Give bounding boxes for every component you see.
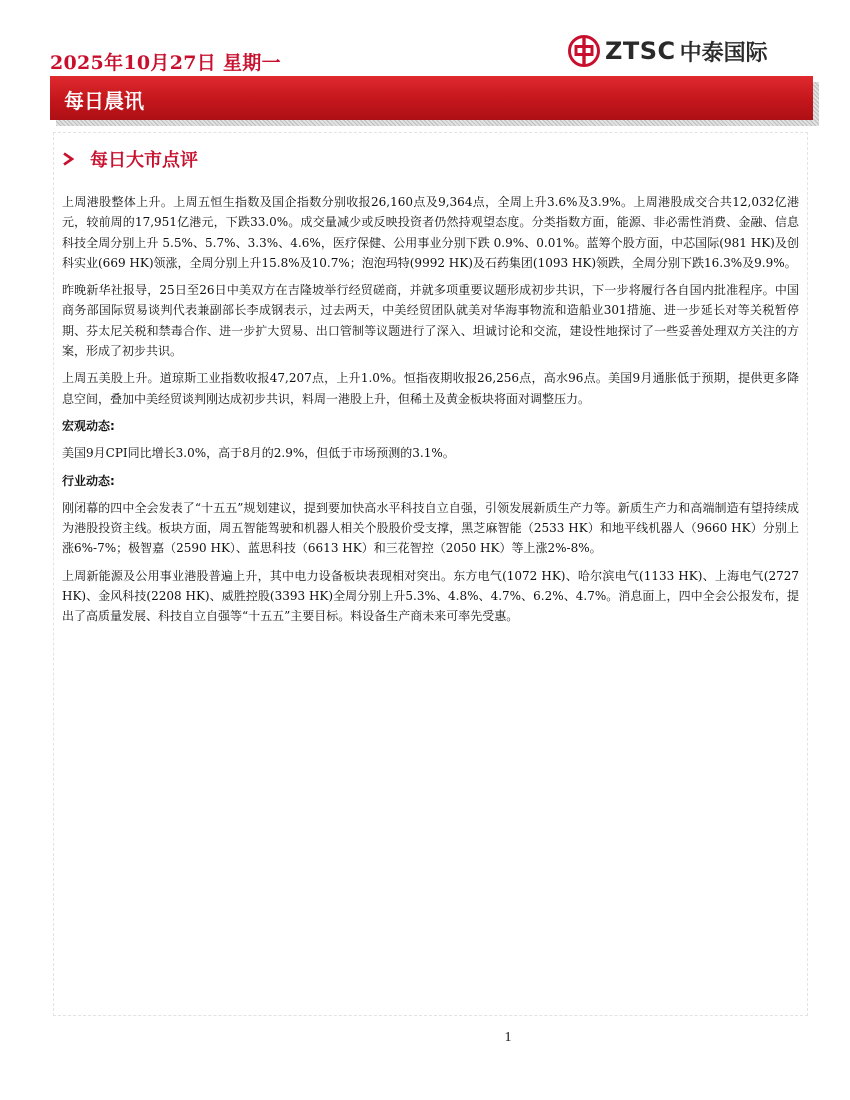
logo-text-cn: 中泰国际 xyxy=(679,40,768,66)
arrow-right-icon xyxy=(62,152,74,166)
logo-text-en: ZTSC xyxy=(605,37,676,65)
industry-paragraph-2: 上周新能源及公用事业港股普遍上升，其中电力设备板块表现相对突出。东方电气(1072 HK)、哈尔滨电气(1133 HK)、上海电气(2727 HK)、金风科技(2208 HK)、威胜控股(3393 HK)全周分别上升5.3%、4.8%、4.7%、6.2%、4.7%。消息面上，四中全会公报发布，提出了高质量发展、科技自立自强等“十五五”主要目标。料设备生产商未来可率先受惠。 xyxy=(62,568,799,624)
macro-heading: 宏观动态: xyxy=(62,418,115,433)
macro-paragraph: 美国9月CPI同比增长3.0%，高于8月的2.9%，但低于市场预测的3.1%。 xyxy=(62,446,455,461)
title-banner xyxy=(50,76,813,120)
ztsc-logo-icon xyxy=(567,34,601,68)
us-market-paragraph: 上周五美股上升。道琼斯工业指数收报47,207点，上升1.0%。恒指夜期收报26,256点，高水96点。美国9月通胀低于预期，提供更多降息空间，叠加中美经贸谈判刚达成初步共识，料周一港股上升，但稀土及黄金板块将面对调整压力。 xyxy=(62,371,799,406)
article-body xyxy=(62,192,799,634)
page-number: 1 xyxy=(504,1030,512,1045)
market-summary-paragraph: 上周港股整体上升。上周五恒生指数及国企指数分别收报26,160点及9,364点，全周上升3.6%及3.9%。上周港股成交合共12,032亿港元，较前周的17,951亿港元，下跌33.0%。成交量减少或反映投资者仍然持观望态度。分类指数方面，能源、非必需性消费、金融、信息科技全周分别上升 5.5%、5.7%、3.3%、4.6%，医疗保健、公用事业分别下跌 0.9%、0.01%。蓝筹个股方面，中芯国际(981 HK)及创科实业(669 HK)领涨，全周分别上升15.8%及10.7%；泡泡玛特(9992 HK)及石药集团(1093 HK)领跌，全周分别下跌16.3%及9.9%。 xyxy=(62,195,799,270)
trade-talks-paragraph: 昨晚新华社报导，25日至26日中美双方在吉隆坡举行经贸磋商，并就多项重要议题形成初步共识，下一步将履行各自国内批准程序。中国商务部国际贸易谈判代表兼副部长李成钢表示，过去两天，中美经贸团队就美对华海事物流和造船业301措施、进一步延长对等关税暂停期、芬太尼关税和禁毒合作、进一步扩大贸易、出口管制等议题进行了深入、坦诚讨论和交流，建设性地探讨了一些妥善处理双方关注的方案，形成了初步共识。 xyxy=(62,283,799,359)
industry-paragraph-1: 刚闭幕的四中全会发表了“十五五”规划建议，提到要加快高水平科技自立自强，引领发展新质生产力等。新质生产力和高端制造有望持续成为港股投资主线。板块方面，周五智能驾驶和机器人相关个股股价受支撑，黑芝麻智能（2533 HK）和地平线机器人（9660 HK）分别上涨6%-7%；极智嘉（2590 HK）、蓝思科技（6613 HK）和三花智控（2050 HK）等上涨2%-8%。 xyxy=(62,500,799,556)
company-logo xyxy=(567,34,768,68)
industry-heading: 行业动态: xyxy=(62,473,115,488)
report-date: 2025年10月27日 星期一 xyxy=(50,52,281,74)
section-title: 每日大市点评 xyxy=(90,150,198,171)
section-header xyxy=(62,146,198,172)
banner-title: 每日晨讯 xyxy=(64,89,144,113)
